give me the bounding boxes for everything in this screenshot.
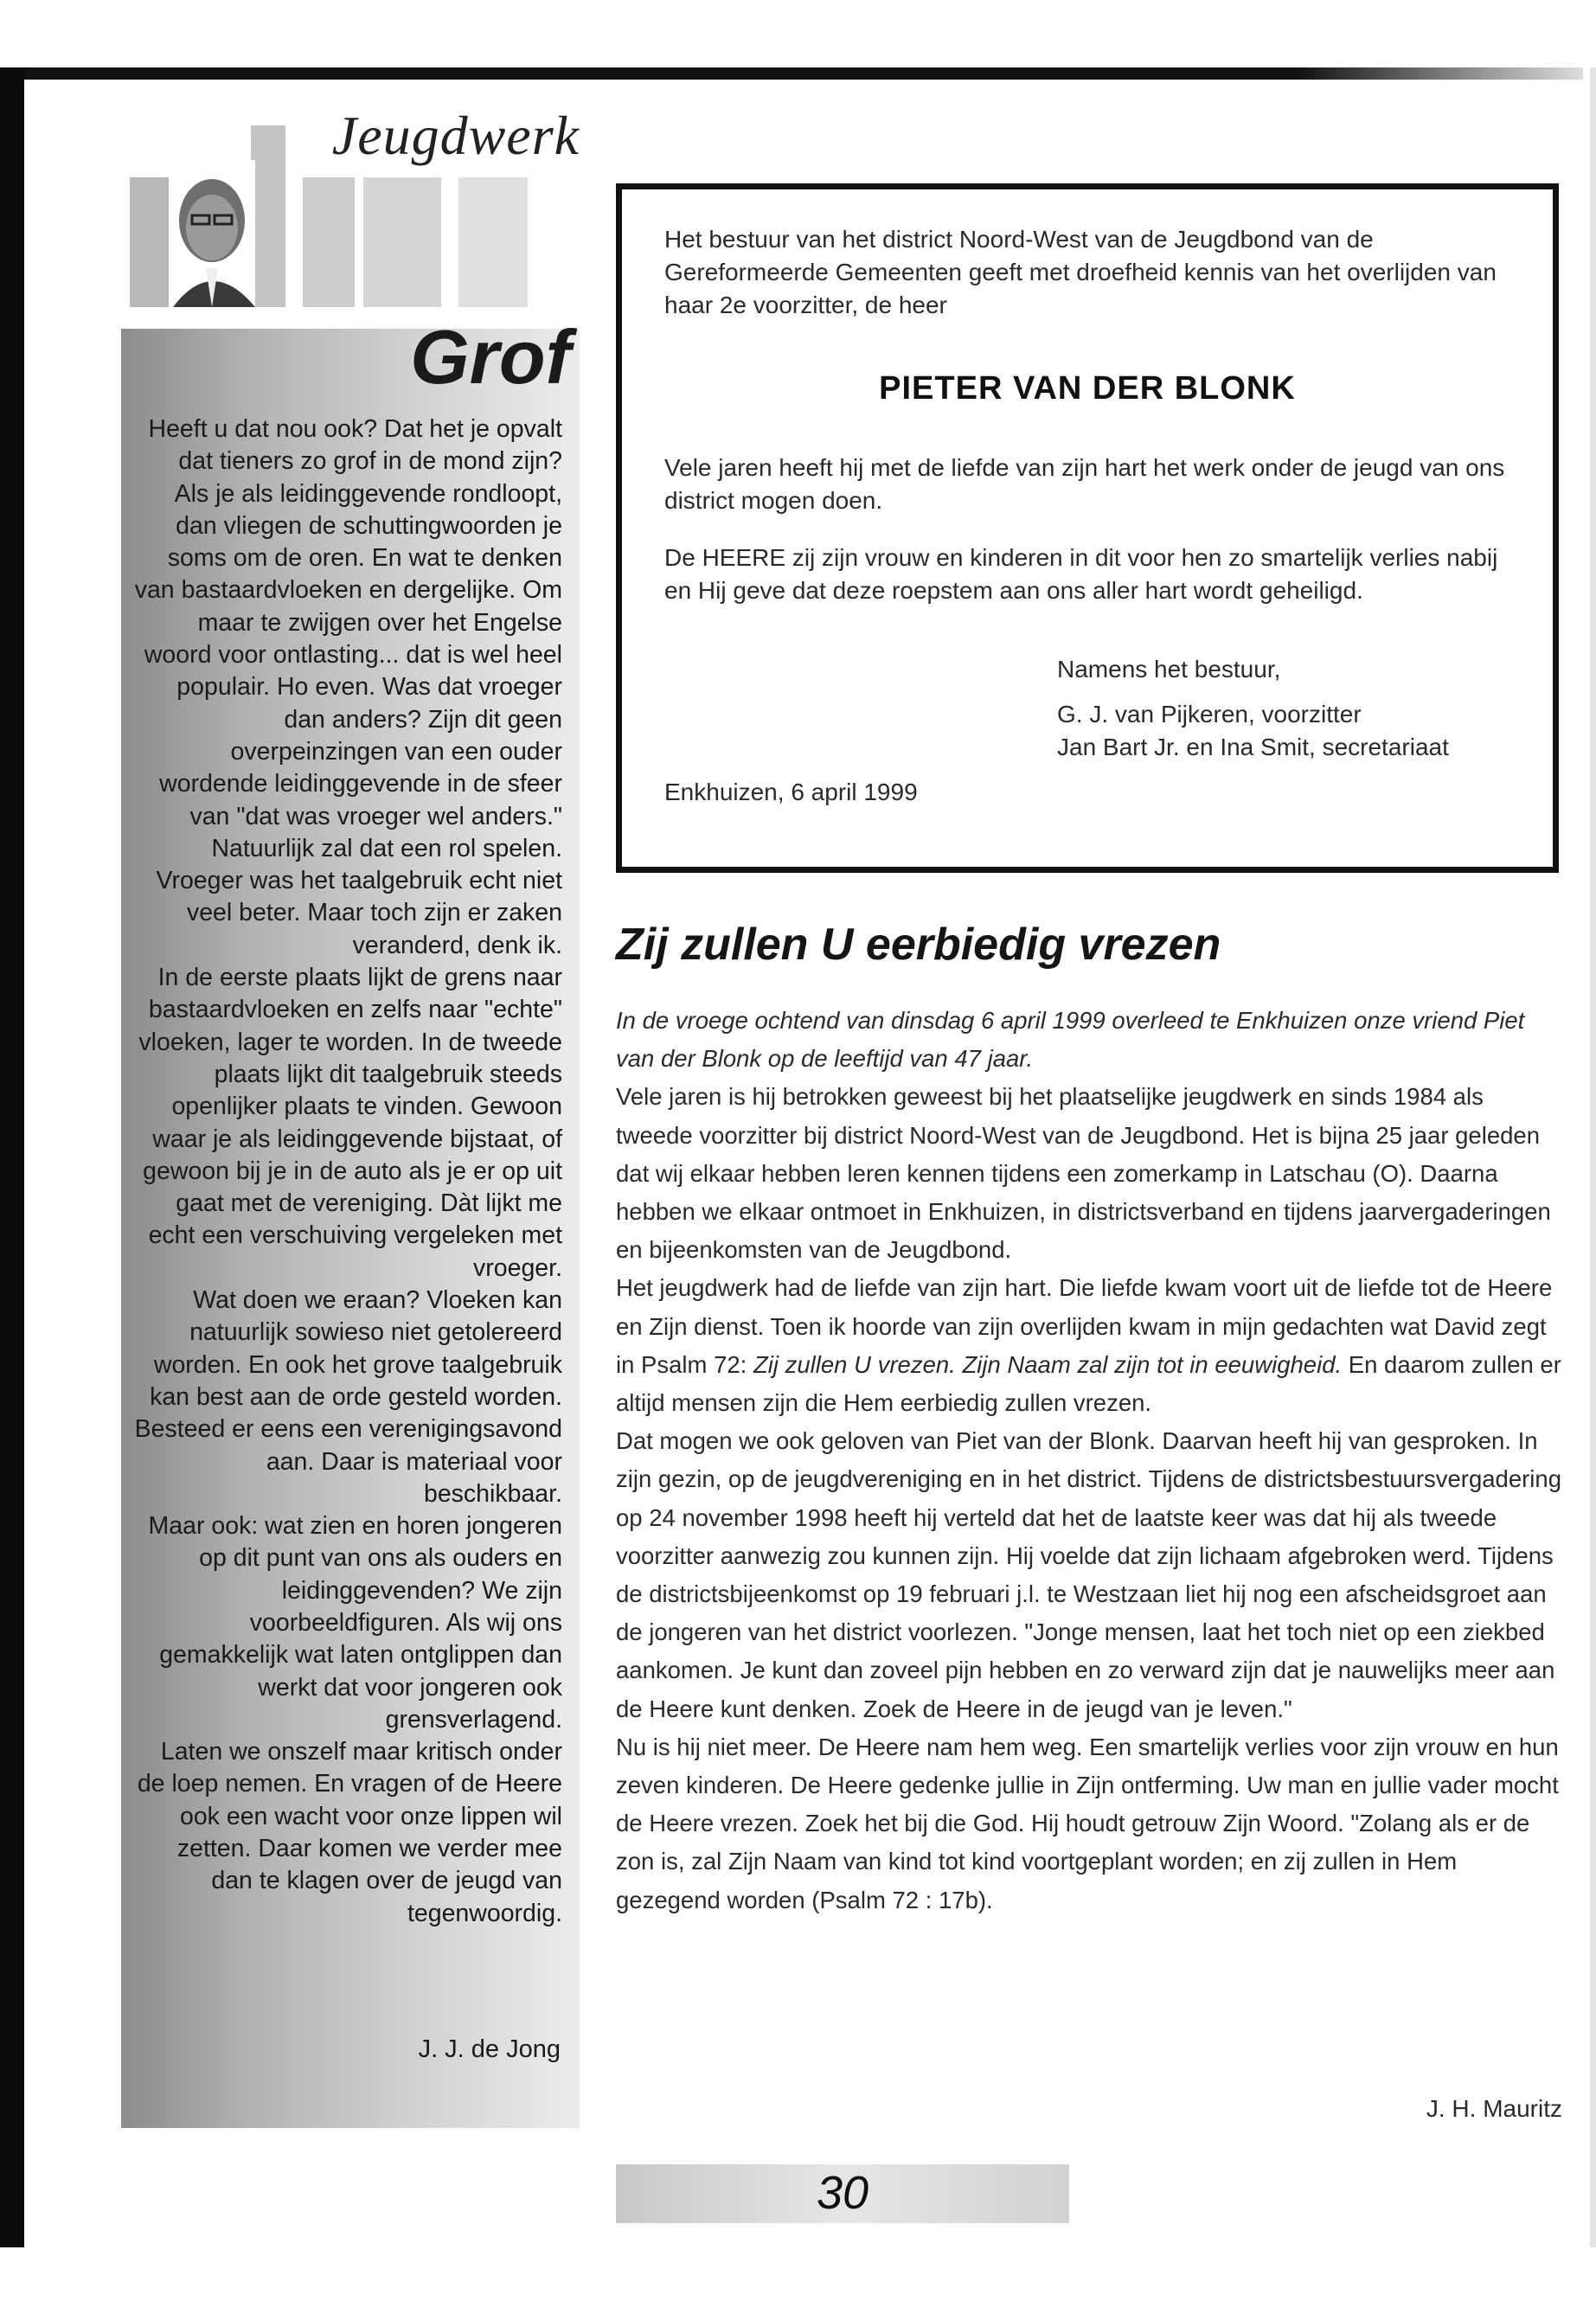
author-portrait	[169, 160, 255, 307]
column-author: J. J. de Jong	[418, 2035, 561, 2063]
column-paragraph: Heeft u dat nou ook? Dat het je opvalt dat tieners zo grof in de mond zijn?	[148, 415, 562, 476]
article-paragraph: Dat mogen we ook geloven van Piet van der Blonk. Daarvan heeft hij van gesproken. In zijn gezin, op de jeugdvereniging en in het district. Tijdens de districtsbestuursvergadering op 24 november 1998 heeft hij verteld dat het de laatste keer was dat hij als tweede voorzitter aanwezig zou kunnen zijn. Hij voelde dat zijn lichaam afgebroken werd. Tijdens de districtsbijeenkomst op 19 februari j.l. te Westzaan liet hij nog een afscheidsgroet aan de jongeren van het district voorlezen. "Jonge mensen, laat het toch niet op een ziekbed aankomen. Je kunt dan zoveel pijn hebben en zo verward zijn dat je nauwelijks meer aan de Heere kunt denken. Zoek de Heere in de jeugd van je leven."	[616, 1427, 1561, 1722]
scan-edge-right	[1590, 67, 1596, 2247]
column-paragraph: Maar ook: wat zien en horen jongeren op dit punt van ons als ouders en leidinggevenden? We zijn voorbeeldfiguren. Als wij ons gemakkelijk wat laten ontglippen dan werkt dat voor jongeren ook grensverlagend.	[148, 1512, 562, 1734]
memorial-signer: Jan Bart Jr. en Ina Smit, secretariaat	[1057, 734, 1449, 760]
page-number: 30	[816, 2167, 869, 2219]
column-title: Grof	[410, 314, 571, 400]
logo-letter-m	[363, 177, 441, 307]
column-paragraph: Wat doen we eraan? Vloeken kan natuurlijk sowieso niet getolereerd worden. En ook het grove taalgebruik kan best aan de orde gesteld worden. Besteed er eens een verenigingsavond aan. Daar is materiaal voor beschikbaar.	[134, 1286, 562, 1508]
memorial-paragraph: Vele jaren heeft hij met de liefde van zijn hart het werk onder de jeugd van ons district mogen doen.	[664, 454, 1505, 514]
logo-letter-n	[458, 177, 528, 307]
column-paragraph: In de eerste plaats lijkt de grens naar bastaardvloeken en zelfs naar "echte" vloeken, lager te worden. In de tweede plaats lijkt dit taalgebruik steeds openlijker plaats te vinden. Gewoon waar je als leidinggevende bijstaat, of gewoon bij je in de auto als je er op uit gaat met de vereniging. Dàt lijkt me echt een verschuiving vergeleken met vroeger.	[138, 964, 562, 1282]
article-body	[616, 1002, 1564, 1920]
memorial-paragraph: De HEERE zij zijn vrouw en kinderen in dit voor hen zo smartelijk verlies nabij en Hij geve dat deze roepstem aan ons aller hart wordt geheiligd.	[664, 544, 1498, 604]
article-text: En daarom zullen er altijd mensen zijn die Hem eerbiedig zullen vrezen.	[616, 1350, 1561, 1417]
article-lead: In de vroege ochtend van dinsdag 6 april 1999 overleed te Enkhuizen onze vriend Piet van der Blonk op de leeftijd van 47 jaar.	[616, 1007, 1525, 1073]
column-paragraph: Als je als leidinggevende rondloopt, dan vliegen de schuttingwoorden je soms om de oren. En wat te denken van bastaardvloeken en dergelijke. Om maar te zwijgen over het Engelse woord voor ontlasting... dat is wel heel populair. Ho even. Was dat vroeger dan anders? Zijn dit geen overpeinzingen van een ouder wordende leidinggevende in de sfeer van "dat was vroeger wel anders." Natuurlijk zal dat een rol spelen. Vroeger was het taalgebruik echt niet veel beter. Maar toch zijn er zaken veranderd, denk ik.	[134, 479, 562, 959]
memorial-name: PIETER VAN DER BLONK	[879, 370, 1296, 407]
logo-letter-l	[251, 125, 285, 307]
column-paragraph: Laten we onszelf maar kritisch onder de loep nemen. En vragen of de Heere ook een wacht voor onze lippen wil zetten. Daar komen we verder mee dan te klagen over de jeugd van tegenwoordig.	[137, 1738, 562, 1927]
article-quote: Zij zullen U vrezen. Zijn Naam zal zijn tot in eeuwigheid.	[753, 1350, 1343, 1378]
article-paragraph: Nu is hij niet meer. De Heere nam hem weg. Een smartelijk verlies voor zijn vrouw en hun zeven kinderen. De Heere gedenke jullie in Zijn ontferming. Uw man en jullie vader mocht de Heere vrezen. Zoek het bij die God. Hij houdt getrouw Zijn Woord. "Zolang als er de zon is, zal Zijn Naam van kind tot kind voortgeplant worden; en zij zullen in Hem gezegend worden (Psalm 72 : 17b).	[616, 1733, 1559, 1913]
article-paragraph	[616, 1269, 1564, 1422]
column-body	[130, 413, 562, 1930]
memorial-signatures	[1057, 647, 1542, 770]
section-label: Jeugdwerk	[331, 105, 580, 166]
article-author: J. H. Mauritz	[1426, 2095, 1562, 2122]
memorial-place-date: Enkhuizen, 6 april 1999	[664, 779, 918, 805]
scan-edge-left	[0, 67, 24, 2247]
article-paragraph: Vele jaren is hij betrokken geweest bij het plaatselijke jeugdwerk en sinds 1984 als tweede voorzitter bij district Noord-West van de Jeugdbond. Het is bijna 25 jaar geleden dat wij elkaar hebben leren kennen tijdens een zomerkamp in Latschau (O). Daarna hebben we elkaar ontmoet in Enkhuizen, in districtsverband en tijdens jaarvergaderingen en bijeenkomsten van de Jeugdbond.	[616, 1083, 1551, 1264]
article-title: Zij zullen U eerbiedig vrezen	[616, 920, 1221, 970]
memorial-intro: Het bestuur van het district Noord-West van de Jeugdbond van de Gereformeerde Gemeenten geeft met droefheid kennis van het overlijden van haar 2e voorzitter, de heer	[664, 226, 1497, 318]
memorial-signer: G. J. van Pijkeren, voorzitter	[1057, 701, 1362, 727]
article-text: Het jeugdwerk had de liefde van zijn hart. Die liefde kwam voort uit de liefde tot de Heere en Zijn dienst. Toen ik hoorde van zijn overlijden kwam in mijn gedachten wat David zegt in Psalm 72:	[616, 1274, 1553, 1378]
logo-letter-u	[303, 177, 355, 307]
scan-edge-top-fade	[1298, 67, 1583, 80]
logo-letter-c	[130, 177, 173, 307]
memorial-sign-intro: Namens het bestuur,	[1057, 656, 1281, 683]
